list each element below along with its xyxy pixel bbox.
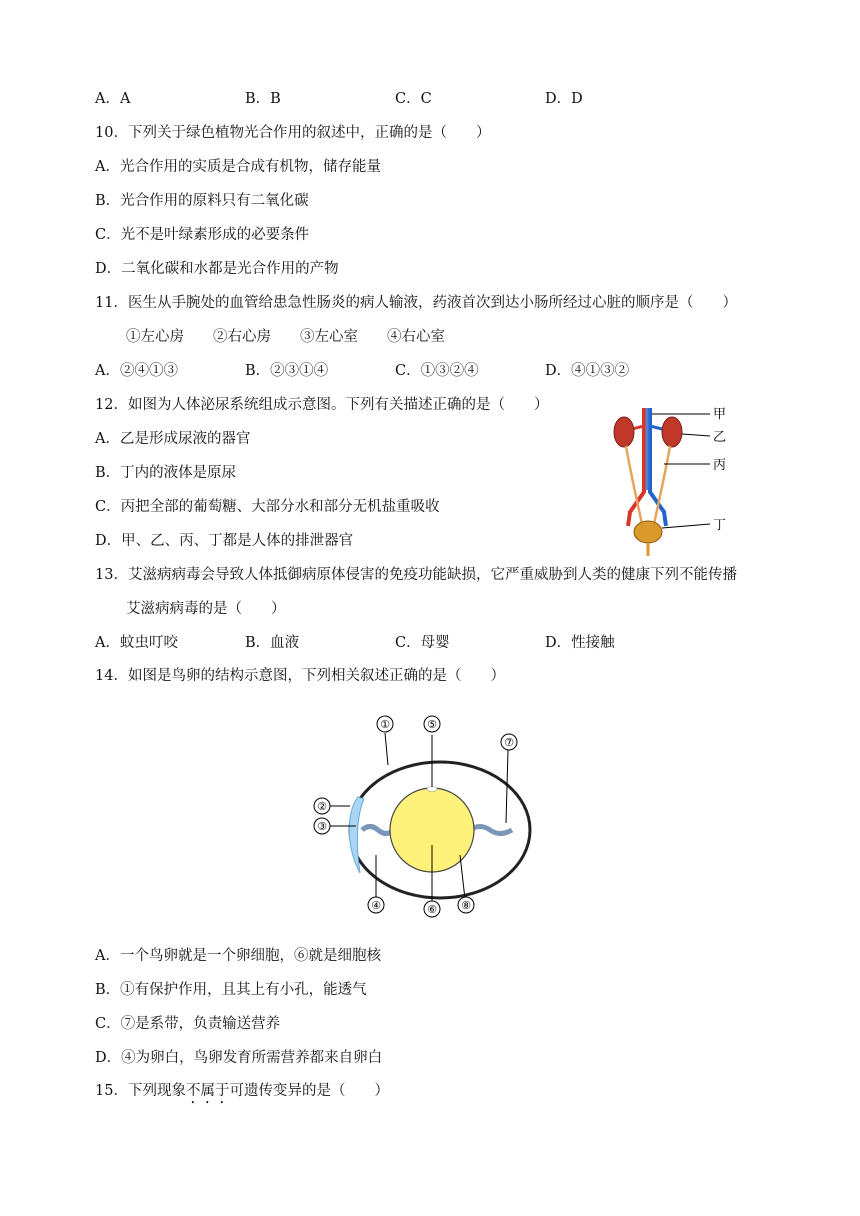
q11-items: ①左心房 ②右心房 ③左心室 ④右心室 — [126, 329, 445, 345]
q13-option-a: A．蚊虫叮咬 — [95, 635, 178, 651]
q13-stem-line-2: 艾滋病病毒的是（ ） — [126, 601, 286, 617]
egg-label-6: ⑥ — [427, 903, 437, 916]
bladder-shape — [634, 521, 662, 543]
q11-option-b: B．②③①④ — [245, 363, 329, 379]
left-kidney-shape — [614, 417, 634, 447]
q15-stem-pre: 15．下列现象 — [95, 1083, 186, 1099]
egg-label-3: ③ — [317, 820, 327, 833]
bird-egg-figure — [300, 705, 560, 925]
label-bing: 丙 — [713, 458, 727, 473]
q9-option-d: D．D — [545, 91, 583, 107]
egg-label-1: ① — [380, 718, 390, 731]
q15-stem-post: 可遗传变异的是（ ） — [229, 1083, 389, 1099]
q13-option-c: C．母婴 — [395, 635, 450, 651]
label-jia: 甲 — [713, 407, 727, 422]
q13-option-b: B．血液 — [245, 635, 300, 651]
q14-option-d: D．④为卵白，鸟卵发育所需营养都来自卵白 — [95, 1050, 383, 1066]
q9-option-b: B．B — [245, 91, 281, 107]
urinary-system-figure — [600, 400, 740, 560]
q15-stem-emphasis: 不属于 — [185, 1083, 230, 1099]
q10-option-b: B．光合作用的原料只有二氧化碳 — [95, 193, 309, 209]
q10-option-a: A．光合作用的实质是合成有机物，储存能量 — [95, 159, 381, 175]
egg-label-4: ④ — [371, 899, 381, 912]
egg-label-5: ⑤ — [427, 718, 437, 731]
q10-option-d: D．二氧化碳和水都是光合作用的产物 — [95, 261, 339, 277]
q14-option-b: B．①有保护作用，且其上有小孔，能透气 — [95, 982, 367, 998]
q11-stem: 11．医生从手腕处的血管给患急性肠炎的病人输液，药液首次到达小肠所经过心脏的顺序是（ ） — [95, 295, 737, 311]
q10-stem: 10．下列关于绿色植物光合作用的叙述中，正确的是（ ） — [95, 125, 491, 141]
q9-option-a: A．A — [95, 91, 131, 107]
egg-label-2: ② — [317, 800, 327, 813]
egg-label-8: ⑧ — [461, 899, 471, 912]
q12-option-a: A．乙是形成尿液的器官 — [95, 431, 251, 447]
right-kidney-shape — [662, 417, 682, 447]
q12-stem: 12．如图为人体泌尿系统组成示意图。下列有关描述正确的是（ ） — [95, 397, 549, 413]
q10-option-c: C．光不是叶绿素形成的必要条件 — [95, 227, 310, 243]
q11-option-d: D．④①③② — [545, 363, 630, 379]
egg-label-7: ⑦ — [504, 736, 514, 749]
q11-option-a: A．②④①③ — [95, 363, 178, 379]
q14-option-a: A．一个鸟卵就是一个卵细胞，⑥就是细胞核 — [95, 948, 381, 964]
q11-option-c: C．①③②④ — [395, 363, 479, 379]
q12-option-c: C．丙把全部的葡萄糖、大部分水和部分无机盐重吸收 — [95, 499, 440, 515]
q9-option-c: C．C — [395, 91, 432, 107]
label-yi: 乙 — [713, 430, 727, 445]
q12-option-d: D．甲、乙、丙、丁都是人体的排泄器官 — [95, 533, 354, 549]
q13-stem-line-1: 13．艾滋病病毒会导致人体抵御病原体侵害的免疫功能缺损，它严重威胁到人类的健康下列不能传播 — [95, 567, 737, 583]
label-ding: 丁 — [713, 518, 727, 533]
q14-option-c: C．⑦是系带，负责输送营养 — [95, 1016, 281, 1032]
q13-option-d: D．性接触 — [545, 635, 615, 651]
germinal-disc-shape — [427, 787, 437, 792]
q14-stem: 14．如图是鸟卵的结构示意图，下列相关叙述正确的是（ ） — [95, 668, 505, 684]
q15-stem — [95, 1081, 389, 1107]
q12-option-b: B．丁内的液体是原尿 — [95, 465, 237, 481]
